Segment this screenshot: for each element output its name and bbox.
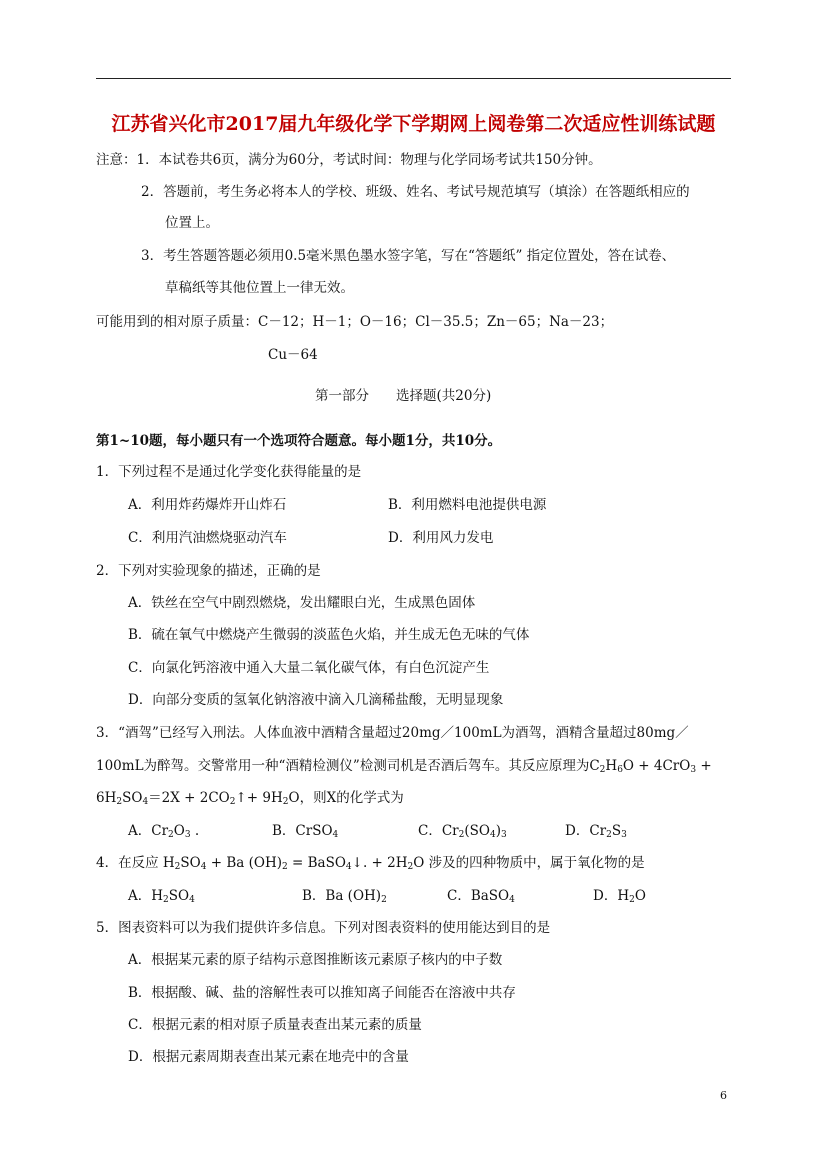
- q2-stem: 2．下列对实验现象的描述，正确的是: [96, 563, 321, 579]
- note-2-line-2: 位置上。: [165, 215, 219, 231]
- note-1: 注意：1．本试卷共6页，满分为60分，考试时间：物理与化学同场考试共150分钟。: [96, 152, 602, 168]
- header-rule: [96, 78, 731, 79]
- q5-option-c: C．根据元素的相对原子质量表查出某元素的质量: [128, 1017, 422, 1033]
- q2-option-b: B．硫在氧气中燃烧产生微弱的淡蓝色火焰，并生成无色无味的气体: [128, 627, 530, 643]
- part-heading: 第一部分 选择题(共20分): [315, 388, 492, 404]
- q3-option-b: B．CrSO$_4$: [272, 823, 339, 840]
- q1-option-a: A．利用炸药爆炸开山炸石: [128, 497, 287, 513]
- q4-option-b: B．Ba $(OH)_2$: [302, 888, 387, 905]
- q5-option-b: B．根据酸、碱、盐的溶解性表可以推知离子间能否在溶液中共存: [128, 985, 516, 1001]
- q1-option-d: D．利用风力发电: [388, 530, 494, 546]
- document-title: 江苏省兴化市2017届九年级化学下学期网上阅卷第二次适应性训练试题: [111, 113, 716, 135]
- q3-line-3: $6H_2SO_4=2X$ + $2CO_2↑+ 9H_2O$，则X的化学式为: [96, 790, 404, 807]
- q3-option-d: D．$Cr_2S_3$: [565, 823, 627, 840]
- page-number: 6: [720, 1089, 727, 1102]
- q3-line-1: 3．“酒驾”已经写入刑法。人体血液中酒精含量超过20mg／100mL为酒驾，酒精含量超过80mg／: [96, 725, 689, 741]
- q3-line-2: 100mL为醉驾。交警常用一种“酒精检测仪”检测司机是否酒后驾车。其反应原理为$C_2H_6O + 4CrO_3$ +: [96, 758, 712, 775]
- note-2-line-1: 2．答题前，考生务必将本人的学校、班级、姓名、考试号规范填写（填涂）在答题纸相应的: [141, 184, 690, 200]
- note-3-line-1: 3．考生答题答题必须用0.5毫米黑色墨水签字笔，写在“答题纸” 指定位置处，答在试卷、: [141, 248, 676, 264]
- q3-option-c: C．$Cr_2(SO_4)_3$: [418, 823, 507, 840]
- q4-option-d: D．$H_2O$: [593, 888, 646, 905]
- q2-option-c: C．向氯化钙溶液中通入大量二氧化碳气体，有白色沉淀产生: [128, 660, 490, 676]
- q4-option-c: C．BaSO$_4$: [447, 888, 515, 905]
- atomic-mass-line-2: Cu－64: [268, 347, 318, 363]
- q1-stem: 1．下列过程不是通过化学变化获得能量的是: [96, 464, 362, 480]
- q4-stem: 4．在反应 $H_2SO_4 + Ba$ $(OH)_2$ = BaSO$_4$↓. + $2H_2O$ 涉及的四种物质中，属于氧化物的是: [96, 855, 645, 872]
- q3-option-a: A．$Cr_2O_3$ .: [128, 823, 200, 840]
- q5-option-d: D．根据元素周期表查出某元素在地壳中的含量: [128, 1049, 409, 1065]
- q1-option-b: B．利用燃料电池提供电源: [388, 497, 547, 513]
- q2-option-a: A．铁丝在空气中剧烈燃烧，发出耀眼白光，生成黑色固体: [128, 595, 476, 611]
- section-instruction: 第1~10题，每小题只有一个选项符合题意。每小题1分，共10分。: [96, 433, 502, 449]
- q1-option-c: C．利用汽油燃烧驱动汽车: [128, 530, 287, 546]
- q5-option-a: A．根据某元素的原子结构示意图推断该元素原子核内的中子数: [128, 952, 503, 968]
- q4-option-a: A．$H_2SO_4$: [128, 888, 195, 905]
- q5-stem: 5．图表资料可以为我们提供许多信息。下列对图表资料的使用能达到目的是: [96, 920, 551, 936]
- q2-option-d: D．向部分变质的氢氧化钠溶液中滴入几滴稀盐酸，无明显现象: [128, 692, 504, 708]
- note-3-line-2: 草稿纸等其他位置上一律无效。: [165, 280, 354, 296]
- atomic-mass-line-1: 可能用到的相对原子质量：C－12；H－1；O－16；Cl－35.5；Zn－65；Na－23；: [96, 314, 614, 330]
